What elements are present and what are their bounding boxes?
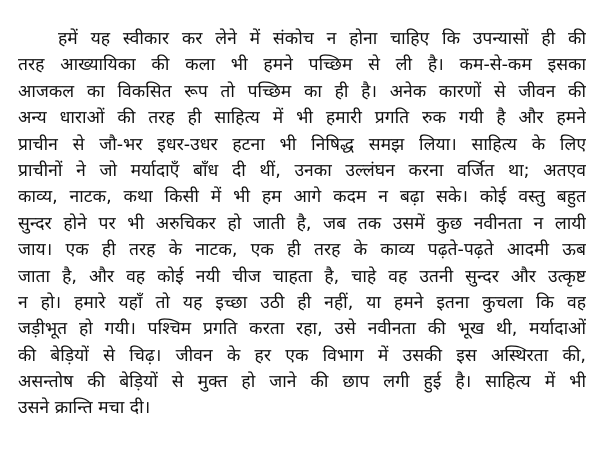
paragraph-line: आजकल का विकसित रूप तो पच्छिम का ही है। अनेक कारणों से जीवन की (18, 81, 586, 102)
paragraph-line: असन्तोष की बेड़ियों से मुक्त हो जाने की छाप लगी हुई है। साहित्य में भी (18, 372, 586, 393)
paragraph-line: तरह आख्यायिका की कला भी हमने पच्छिम से ली है। कम-से-कम इसका (18, 55, 586, 76)
hindi-paragraph (18, 26, 586, 422)
paragraph-line: की बेड़ियों से चिढ़। जीवन के हर एक विभाग में उसकी इस अस्थिरता की, (18, 345, 586, 366)
paragraph-line: सुन्दर होने पर भी अरुचिकर हो जाती है, जब तक उसमें कुछ नवीनता न लायी (18, 213, 586, 234)
paragraph-line: जड़ीभूत हो गयी। पश्चिम प्रगति करता रहा, उसे नवीनता की भूख थी, मर्यादाओं (18, 319, 586, 340)
paragraph-line: न हो। हमारे यहाँ तो यह इच्छा उठी ही नहीं, या हमने इतना कुचला कि वह (18, 292, 586, 313)
paragraph-line: अन्य धाराओं की तरह ही साहित्य में भी हमारी प्रगति रुक गयी है और हमने (18, 108, 586, 129)
paragraph-line: उसने क्रान्ति मचा दी। (18, 398, 151, 419)
paragraph-line: जाय। एक ही तरह के नाटक, एक ही तरह के काव्य पढ़ते-पढ़ते आदमी ऊब (18, 240, 586, 261)
paragraph-line: हमें यह स्वीकार कर लेने में संकोच न होना चाहिए कि उपन्यासों ही की (58, 29, 586, 49)
paragraph-line: काव्य, नाटक, कथा किसी में भी हम आगे कदम न बढ़ा सके। कोई वस्तु बहुत (18, 187, 586, 208)
paragraph-line: प्राचीनों ने जो मर्यादाएँ बाँध दी थीं, उनका उल्लंघन करना वर्जित था; अतएव (18, 160, 586, 181)
paragraph-line: जाता है, और वह कोई नयी चीज चाहता है, चाहे वह उतनी सुन्दर और उत्कृष्ट (18, 266, 586, 287)
paragraph-line: प्राचीन से जौ-भर इधर-उधर हटना भी निषिद्ध समझ लिया। साहित्य के लिए (18, 134, 586, 155)
